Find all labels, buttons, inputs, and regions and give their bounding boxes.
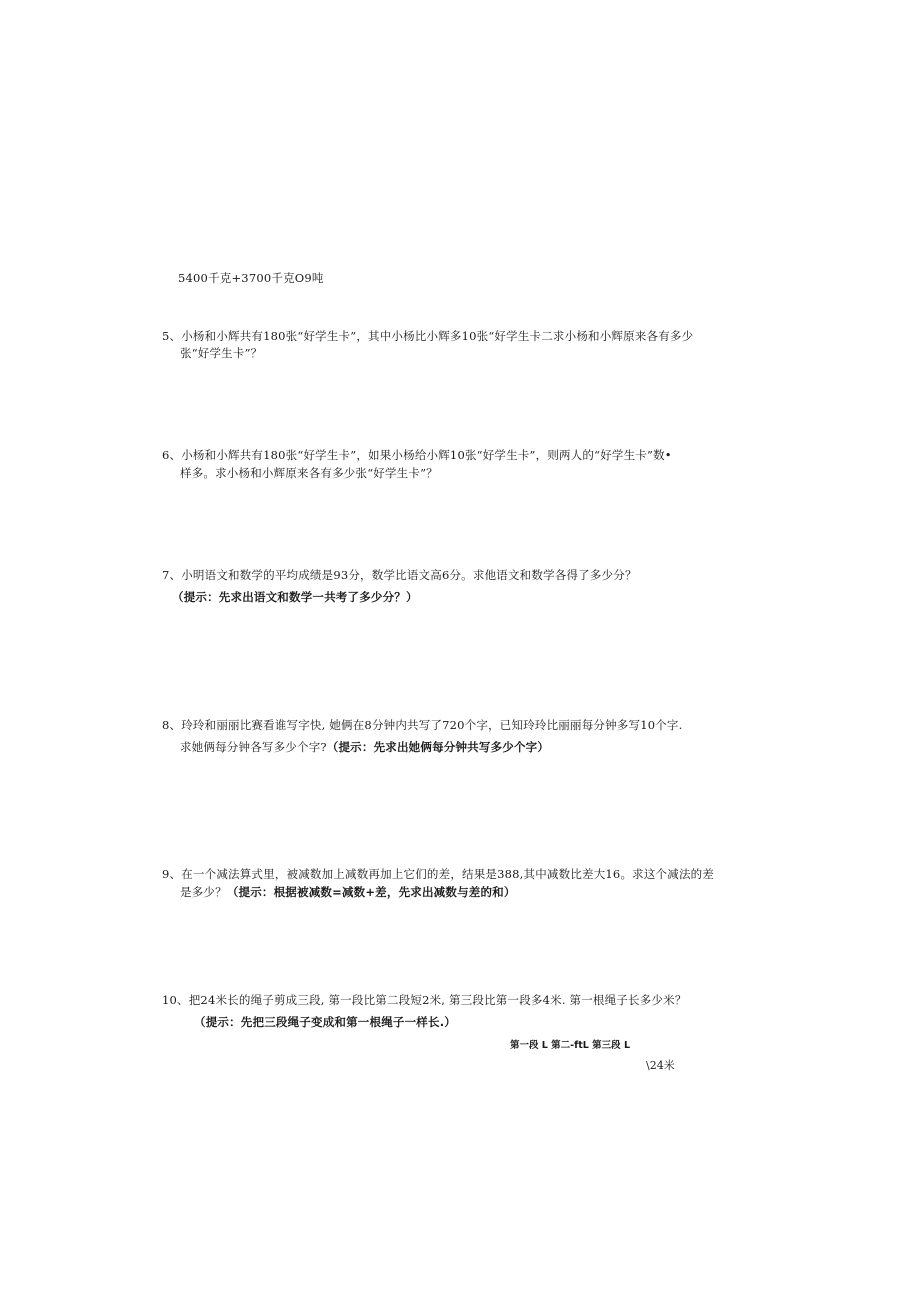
question-9-line-1: 9、在一个减法算式里，被减数加上减数再加上它们的差，结果是388,其中减数比差大16。求这个减法的差 <box>162 867 715 881</box>
question-9-hint: （提示：根据被减数=减数+差，先求出减数与差的和） <box>226 885 516 899</box>
question-10-line-1: 10、把24米长的绳子剪成三段, 第一段比第二段短2米, 第三段比第一段多4米. 第一根绳子长多少米？ <box>162 993 687 1007</box>
question-8-line-1: 8、玲玲和丽丽比赛看谁写字快, 她俩在8分钟内共写了720个字，已知玲玲比丽丽每分钟多写10个字. <box>162 718 683 732</box>
rope-diagram-segments <box>510 1040 630 1052</box>
question-5-line-1: 5、小杨和小辉共有180张“好学生卡”，其中小杨比小辉多10张“好学生卡二求小杨和小辉原来各有多少 <box>162 329 694 343</box>
question-7-hint: （提示：先求出语文和数学一共考了多少分？） <box>172 590 418 604</box>
question-8-hint: （提示：先求出她俩每分钟共写多少个字） <box>326 740 550 754</box>
conversion-line: 5400千克+3700千克O9吨 <box>178 271 324 285</box>
question-10-hint: （提示：先把三段绳子变成和第一根绳子一样长.） <box>194 1015 456 1029</box>
question-8-line-2-text: 求她俩每分钟各写多少个字? <box>180 740 327 754</box>
question-9-line-2-text: 是多少？ <box>180 885 227 899</box>
question-9-line-2 <box>180 885 516 900</box>
question-6-line-1: 6、小杨和小辉共有180张“好学生卡”，如果小杨给小辉10张“好学生卡”，则两人的“好学生卡”数• <box>162 448 672 462</box>
question-8-line-2 <box>180 740 549 755</box>
question-6-line-2: 样多。求小杨和小辉原来各有多少张“好学生卡”？ <box>180 466 438 480</box>
question-5-line-2: 张“好学生卡”？ <box>180 346 263 360</box>
rope-diagram-total: \24米 <box>646 1059 675 1072</box>
question-7-line-1: 7、小明语文和数学的平均成绩是93分，数学比语文高6分。求他语文和数学各得了多少分？ <box>162 568 637 582</box>
rope-diagram-segment-labels: 第一段 L 第二-ftL 第三段 L <box>510 1040 631 1051</box>
